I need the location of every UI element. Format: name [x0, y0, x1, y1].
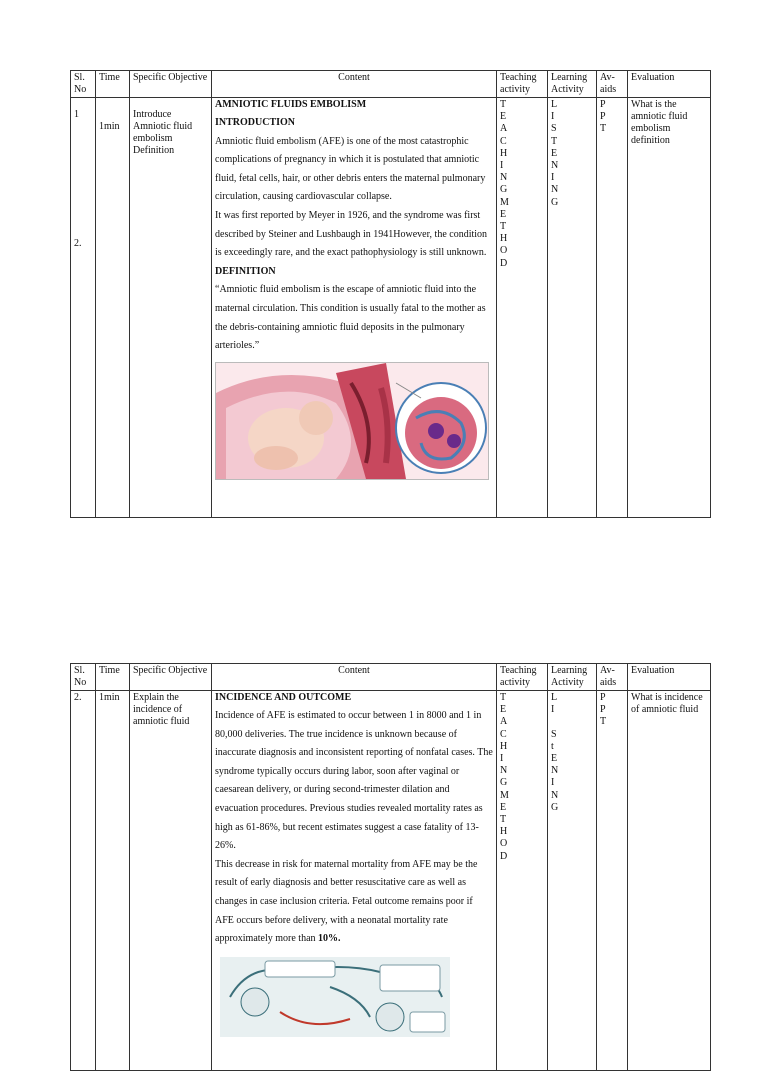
- letter: P: [600, 704, 606, 716]
- letter: C: [500, 728, 507, 740]
- header-time: Time: [96, 71, 130, 98]
- letter: L: [551, 99, 558, 110]
- letter: I: [500, 160, 504, 172]
- letter: P: [600, 692, 606, 703]
- header-content: Content: [212, 664, 497, 691]
- letter: N: [551, 160, 559, 172]
- letter: N: [551, 789, 559, 801]
- letter: P: [600, 111, 606, 123]
- letter: T: [500, 814, 507, 826]
- header-objective: Specific Objective: [130, 664, 212, 691]
- objective-cell: [130, 98, 212, 518]
- lesson-plan-table-2: [70, 663, 711, 1071]
- letter: G: [500, 184, 508, 196]
- sl-cell: [71, 98, 96, 518]
- letter: E: [500, 704, 507, 716]
- afe-process-diagram: [220, 957, 450, 1037]
- table-header-row: [71, 664, 711, 691]
- header-content: Content: [212, 71, 497, 98]
- objective-cell: [130, 691, 212, 1071]
- evaluation-text: What is incidence of amniotic fluid: [631, 692, 703, 715]
- letter: H: [500, 233, 508, 245]
- header-objective: Specific Objective: [130, 71, 212, 98]
- objective-text: Introduce Amniotic fluid embolism Definition: [133, 109, 193, 156]
- letter: D: [500, 850, 508, 862]
- letter: I: [500, 753, 504, 765]
- header-sl-no: Sl. No: [71, 71, 96, 98]
- letter: N: [551, 765, 559, 777]
- evaluation-cell: [628, 691, 711, 1071]
- letter: T: [500, 221, 507, 233]
- letter: I: [551, 704, 555, 716]
- table-row: [71, 691, 711, 1071]
- intro-heading: INTRODUCTION: [215, 117, 296, 128]
- lesson-plan-table-1: [70, 70, 711, 518]
- intro-paragraph: Amniotic fluid embolism (AFE) is one of the most catastrophic complications of pregnancy in which it is postulated that amniotic fluid, fetal cells, hair, or other debris enters the maternal pulmonary circulation, causing cardiovascular collapse.: [215, 135, 486, 203]
- letter: N: [500, 765, 508, 777]
- letter: C: [500, 135, 507, 147]
- incidence-heading: INCIDENCE AND OUTCOME: [215, 692, 352, 703]
- header-teaching: Teaching activity: [497, 71, 548, 98]
- evaluation-cell: [628, 98, 711, 518]
- letter: H: [500, 826, 508, 838]
- letter: t: [551, 740, 554, 752]
- letter: P: [600, 99, 606, 110]
- header-sl-no: Sl. No: [71, 664, 96, 691]
- time-value: 1min: [99, 121, 120, 132]
- letter: I: [551, 172, 555, 184]
- letter: T: [600, 123, 607, 135]
- letter: G: [500, 777, 508, 789]
- letter: S: [551, 728, 557, 740]
- time-value: 1min: [99, 692, 120, 703]
- letter: T: [500, 692, 507, 703]
- letter: A: [500, 716, 508, 728]
- evaluation-text: What is the amniotic fluid embolism definition: [631, 99, 688, 146]
- table-row: [71, 98, 711, 518]
- letter: T: [600, 716, 607, 728]
- outcome-paragraph: [215, 856, 493, 949]
- letter: M: [500, 789, 509, 801]
- teaching-method-cell: [497, 691, 548, 1071]
- letter: E: [551, 147, 558, 159]
- sl-number: 2.: [74, 238, 82, 249]
- letter: E: [500, 208, 507, 220]
- letter: E: [500, 111, 507, 123]
- sl-cell: [71, 691, 96, 1071]
- letter: T: [500, 99, 507, 110]
- section-title: AMNIOTIC FLUIDS EMBOLISM: [215, 99, 367, 110]
- mortality-rate: 10%.: [318, 933, 341, 945]
- header-teaching: Teaching activity: [497, 664, 548, 691]
- letter: T: [551, 135, 558, 147]
- letter: N: [551, 184, 559, 196]
- letter: [551, 716, 593, 728]
- outcome-text: This decrease in risk for maternal mortality from AFE may be the result of early diagnosis and better resuscitative care as well as changes in case inclusion criteria. Fetal outcome remains poor if AFE occurs before delivery, with a neonatal mortality rate approximately more than: [215, 858, 478, 945]
- letter: I: [551, 777, 555, 789]
- header-time: Time: [96, 664, 130, 691]
- letter: D: [500, 257, 508, 269]
- av-aids-cell: [597, 691, 628, 1071]
- sl-number: 2.: [74, 692, 82, 703]
- letter: G: [551, 801, 559, 813]
- definition-heading: DEFINITION: [215, 265, 276, 277]
- letter: E: [500, 801, 507, 813]
- content-cell: [212, 98, 497, 518]
- definition-text: “Amniotic fluid embolism is the escape of amniotic fluid into the maternal circulation. This condition is usually fatal to the mother as the debris-containing amniotic fluid deposits in the pulmonary arterioles.”: [215, 284, 486, 352]
- letter: I: [551, 111, 555, 123]
- letter: G: [551, 196, 559, 208]
- header-evaluation: Evaluation: [628, 71, 711, 98]
- letter: S: [551, 123, 557, 135]
- letter: N: [500, 172, 508, 184]
- letter: M: [500, 196, 509, 208]
- letter: A: [500, 123, 508, 135]
- history-paragraph: It was first reported by Meyer in 1926, and the syndrome was first described by Steiner and Lushbaugh in 1941However, the condition is exceedingly rare, and the exact pathophysiology is still unknown.: [215, 209, 488, 259]
- header-learning: Learning Activity: [548, 71, 597, 98]
- teaching-method-cell: [497, 98, 548, 518]
- letter: H: [500, 740, 508, 752]
- header-evaluation: Evaluation: [628, 664, 711, 691]
- letter: O: [500, 838, 508, 850]
- afe-illustration: [215, 362, 489, 480]
- learning-activity-cell: [548, 98, 597, 518]
- av-aids-cell: [597, 98, 628, 518]
- letter: L: [551, 692, 558, 703]
- sl-number: 1: [74, 109, 79, 120]
- letter: O: [500, 245, 508, 257]
- letter: H: [500, 147, 508, 159]
- incidence-paragraph: Incidence of AFE is estimated to occur between 1 in 8000 and 1 in 80,000 deliveries. The true incidence is unknown because of inaccurate diagnosis and inconsistent reporting of nonfatal cases. The syndrome typically occurs during labor, soon after vaginal or caesarean delivery, or during second-trimester dilation and evacuation procedures. Previous studies revealed mortality rates as high as 61-86%, but recent estimates suggest a case fatality of 13-26%.: [215, 710, 493, 852]
- time-cell: [96, 691, 130, 1071]
- letter: E: [551, 753, 558, 765]
- header-learning: Learning Activity: [548, 664, 597, 691]
- header-av-aids: Av- aids: [597, 71, 628, 98]
- time-cell: [96, 98, 130, 518]
- objective-text: Explain the incidence of amniotic fluid: [133, 692, 190, 727]
- header-av-aids: Av- aids: [597, 664, 628, 691]
- table-header-row: [71, 71, 711, 98]
- content-cell: [212, 691, 497, 1071]
- learning-activity-cell: [548, 691, 597, 1071]
